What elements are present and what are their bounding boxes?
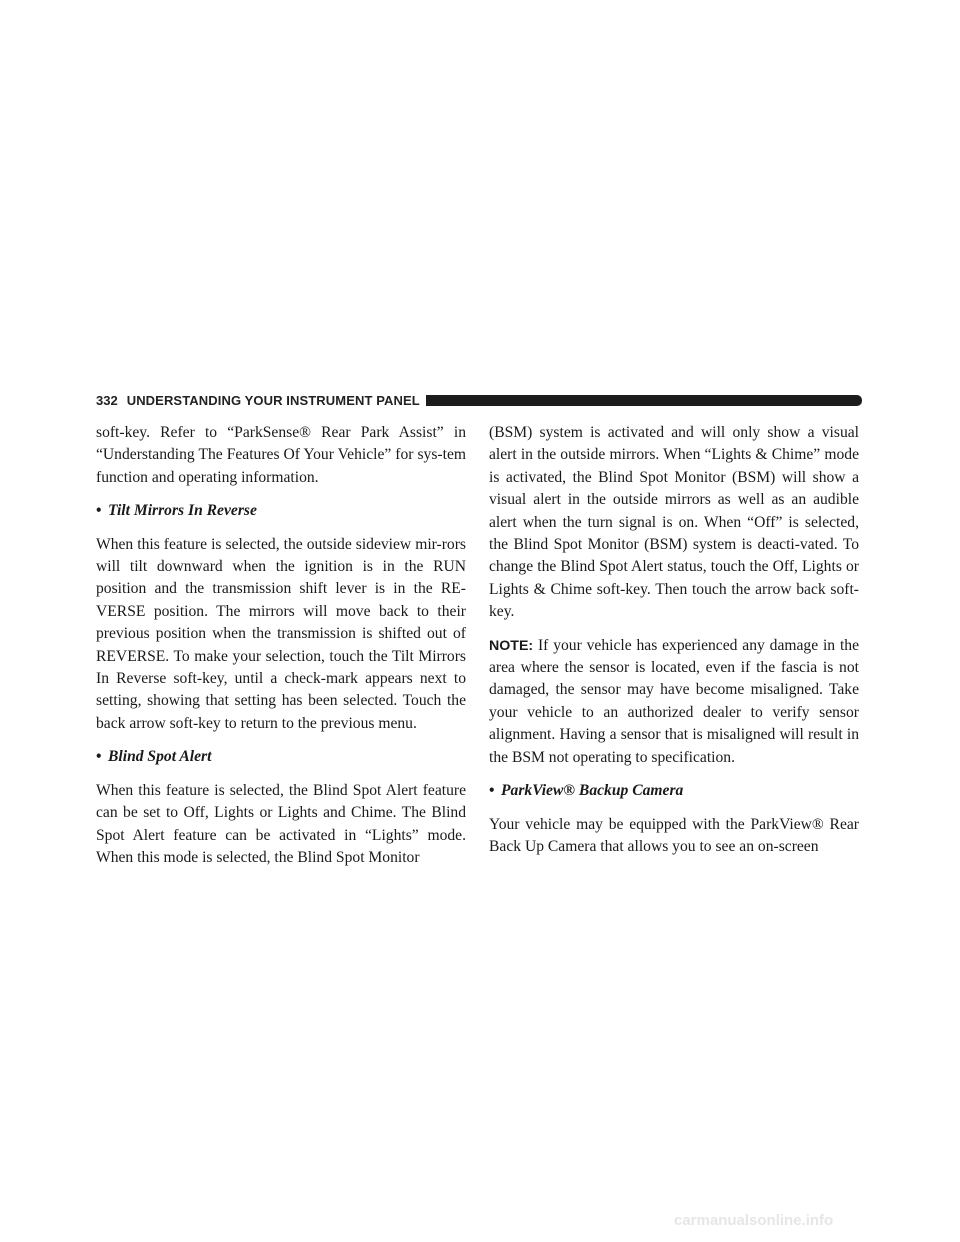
section-title: UNDERSTANDING YOUR INSTRUMENT PANEL — [126, 392, 420, 408]
paragraph-parksense-reference: soft-key. Refer to “ParkSense® Rear Park Assist” in “Understanding The Features Of Your Vehicle” for sys-tem function and operating information. — [96, 424, 466, 486]
bullet-heading: Blind Spot Alert — [108, 748, 212, 766]
right-column — [489, 422, 859, 869]
bullet-heading: ParkView® Backup Camera — [501, 782, 684, 800]
bullet-tilt-mirrors — [96, 500, 466, 522]
bullet-icon: • — [96, 748, 102, 766]
paragraph-parkview: Your vehicle may be equipped with the ParkView® Rear Back Up Camera that allows you to see an on-screen — [489, 815, 859, 855]
note-label: NOTE: — [489, 637, 534, 654]
note-text: If your vehicle has experienced any damage in the area where the sensor is located, even if the fascia is not damaged, the sensor may have become misaligned. Take your vehicle to an authorized dealer to verify sensor alignment. Having a sensor that is misaligned will result in the BSM not operating to specification. — [489, 636, 859, 766]
bullet-blind-spot-alert — [96, 746, 466, 768]
note-paragraph — [489, 635, 859, 769]
paragraph-bsm-modes: (BSM) system is activated and will only show a visual alert in the outside mirrors. When “Lights & Chime” mode is activated, the Blind Spot Monitor (BSM) will show a visual alert in the outside mirrors as well as an audible alert when the turn signal is on. When “Off” is selected, the Blind Spot Monitor (BSM) system is deacti-vated. To change the Blind Spot Alert status, touch the Off, Lights or Lights & Chime soft-key. Then touch the arrow back soft-key. — [489, 424, 859, 621]
page-header — [96, 389, 862, 411]
bullet-heading: Tilt Mirrors In Reverse — [108, 502, 257, 520]
paragraph-blind-spot-alert: When this feature is selected, the Blind Spot Alert feature can be set to Off, Lights or Lights and Chime. The Blind Spot Alert feature can be activated in “Lights” mode. When this mode is selected, the Blind Spot Monitor — [96, 781, 466, 866]
header-rule-bar — [426, 395, 862, 406]
page-number: 332 — [96, 392, 118, 408]
bullet-icon: • — [489, 782, 495, 800]
left-column — [96, 422, 466, 880]
bullet-icon: • — [96, 502, 102, 520]
site-watermark: carmanualsonline.info — [674, 1212, 834, 1229]
paragraph-tilt-mirrors: When this feature is selected, the outside sideview mir-rors will tilt downward when the ignition is in the RUN position and the transmission shift lever is in the RE-VERSE position. The mirrors will move back to their previous position when the transmission is shifted out of REVERSE. To make your selection, touch the Tilt Mirrors In Reverse soft-key, until a check-mark appears next to setting, showing that setting has been selected. Touch the back arrow soft-key to return to the previous menu. — [96, 535, 466, 732]
bullet-parkview-camera — [489, 780, 859, 802]
